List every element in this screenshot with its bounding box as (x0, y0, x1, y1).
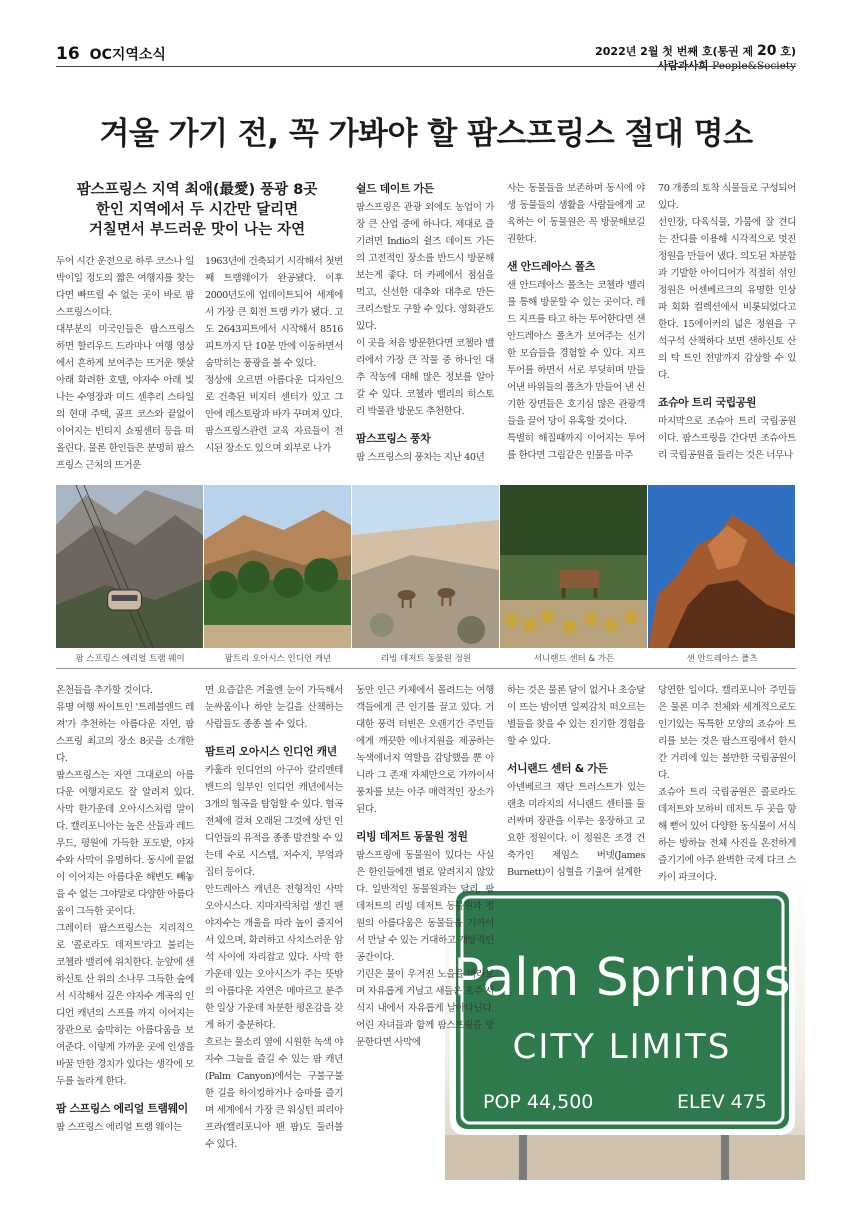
sign-elevation: ELEV 475 (677, 1091, 767, 1113)
subdeck: 팜스프링스 지역 최애(最愛) 풍광 8곳 한인 지역에서 두 시간만 달리면 거칠면서 부드러운 맛이 나는 자연 (76, 182, 318, 238)
article-column-1-bottom: 온천들을 추가할 것이다. 유명 여행 싸이트인 '트레블앤드 레져'가 추천하는 아름다운 자연, 팜스프링 최고의 장소 8곳을 소개한다. 팜스프링스는 자연 그대로의 아름다운 여행지로도 잘 알려져 있다. 사막 한가운데 오아시스처럼 말이다. 캘리포니아는 높은 산들과 레드우드, 평원에 가득한 포도밭, 야자수와 사막이 유명하다. 동시에 끝없이 이어지는 아름다운 해변도 빼놓을 수 없는 그야말로 다양한 아름다움이 그득한 곳이다. 그레이터 팜스프링스는 지리적으로 '콜로라도 데저트'라고 불리는 코첼라 밸리에 위치한다. 눈앞에 샌하신토 산 위의 소나무 그득한 숲에서 시작해서 깊은 야자수 계곡의 인디언 캐년의 스프를 까지 이어지는 장관으로 숨막히는 아름다움을 보여준다. 이렇게 가까운 곳에 인생을 바꿀 만한 경치가 있다는 생각에 모두를 놀라게 한다. 팜 스프링스 에리얼 트램웨이 팜 스프링스 에리얼 트램 웨이는 (56, 685, 194, 1133)
article-column-5-bottom: 당연한 일이다. 캘리포니아 주민들은 물론 미주 전체와 세계적으로도 인기있는 독특한 모양의 죠슈아 트리를 보는 것은 팜스프링에서 한시간 거리에 있는 볼만한 국립공원이다. 죠슈아 트리 국립공원은 콜로라도 데저트와 모하비 데저트 두 곳을 향해 뻗어 있어 다양한 동식물이 서식하는 방하늘 전체 사진을 온전하게 즐기기에 아주 완벽한 국제 다크 스카이 파크이다. (658, 685, 796, 883)
article-column-2-top: 1963년에 건축되기 시작해서 첫번째 트램웨이가 완공됐다. 이후 2000년도에 업데이트되어 세계에서 가장 큰 회전 트램 카가 됐다. 고도 2643피트에서 시작해서 8516피트까지 단 10분 만에 이동하면서 숨막히는 풍광을 볼 수 있다. 정상에 오르면 아름다운 디자인으로 건축된 비지터 센터가 있고 그 안에 레스토랑과 바가 꾸며져 있다. 팜스프링스관련 교육 자료들이 전시된 장소도 있으며 외부로 나가 (205, 256, 343, 454)
issue-info: 2022년 2월 첫 번째 호(통권 제 20 호) (595, 43, 796, 59)
article-column-4-top: 사는 동물들을 보존하며 동시에 야생 동물들의 생활을 사람들에게 교육하는 이 동물원은 꼭 방문해보길 권한다. 샌 안드레아스 폴츠 샌 안드레아스 폴츠는 코첼라 밸리를 통해 방문할 수 있는 곳이다. 레드 지프를 타고 하는 투어한다면 샌 안드레아스 폴츠가 보여주는 신기한 모습들을 경험할 수 있다. 지프 투어를 하면서 서로 부딪히며 만들어낸 바위들의 폴츠가 만들어 낸 신기한 장면들은 호기심 많은 관광객들을 끌어 당이 유혹할 것이다. 특별히 해질때까지 이어지는 투어를 한다면 그림같은 인물을 마주 (507, 183, 645, 461)
article-column-1-top: 두어 시간 운전으로 하루 코스나 일박이일 정도의 짧은 여행지를 찾는다면 빠뜨릴 수 없는 곳이 바로 팜스프링스이다. 대부분의 미국인들은 팜스프링스하면 할리우드 드라마나 여행 영상에서 흔하게 보여주는 뜨거운 햇살 아래 화려한 호텔, 야자수 아래 빛나는 수영장과 미드 센추리 스타일의 현대 주택, 골프 코스와 끝없이 이어지는 빈티지 쇼핑센터 등을 떠올린다. 물론 한인들은 분명히 팜스프링스 근처의 뜨거운 (56, 256, 194, 471)
photo-caption: 리빙 데저트 동물원 정원 (380, 654, 472, 664)
tramway-photo (56, 485, 204, 648)
page-headline: 겨울 가기 전, 꼭 가봐야 할 팜스프링스 절대 명소 (99, 116, 753, 152)
article-column-3-top: 쉴드 데이트 가든 팜스프링은 관광 외에도 농업이 가장 큰 산업 중에 하나다. 제대로 즐기려면 Indio의 쉴즈 데이트 가든의 고전적인 장소를 반드시 방문해 보는게 좋다. 더 카페에서 점심을 먹고, 신선한 대추와 대추로 만든 크리스탈도 구할 수 있다. 영화관도 있다. 이 곳을 처음 방문한다면 코첼라 밸리에서 가장 큰 작물 중 하나인 대추 작농에 대해 많은 정보를 알아 갈 수 있다. 코첼라 밸리의 히스토리 박물관 방문도 추천한다. 팜스프링스 풍차 팜 스프링스의 풍차는 지난 40년 (356, 182, 494, 463)
photo-caption: 팜트리 오아시스 인디언 캐년 (224, 654, 332, 664)
photo-captions (56, 652, 796, 664)
page-header-right (595, 44, 796, 74)
photo-caption: 서니랜드 센터 & 가든 (533, 654, 615, 664)
caption-rule (56, 668, 796, 669)
sunnylands-garden-photo (500, 485, 648, 648)
article-column-4-bottom: 하는 것은 물론 달이 없거나 초승달이 뜨는 밤이면 일찌감치 떠오르는 별들을 찾을 수 있는 진기한 경험을 할 수 있다. 서니랜드 센터 & 가든 아넨베르크 재단 트러스트가 있는 랜초 미라지의 서니랜드 센터를 둘러싸며 장관을 이루는 웅장하고 고요한 정원이다. 이 정원은 조경 건축가인 제임스 버넷(James Burnett)이 심혈을 기울여 설계한 (507, 685, 645, 878)
sign-population: POP 44,500 (483, 1091, 594, 1113)
article-column-3-bottom: 동안 인근 카체에서 몰려드는 여행객들에게 큰 인기를 끌고 있다. 거대한 풍력 터빈은 오랜기간 주민들에게 깨끗한 에너지원을 제공하는 녹색에너지 역할을 감당했을 뿐 아니라 그 존재 자체만으로 가까이서 풍차를 보는 아주 매력적인 장소가 된다. 리빙 데저트 동물원 정원 팜스프링에 동물원이 있다는 사실은 한인들에겐 별로 알려지지 않았다. 일반적인 동물원과는 달리, 팜 데저트의 리빙 데저트 동물원과 정원의 아름다움은 동물들을 가까이서 만날 수 있는 거대하고 개방적인 공간이다. 기린은 물이 우거진 노을을 바라보며 자유롭게 거닐고 새들은 호주 서식지 내에서 자유롭게 날아다닌다. 어린 자녀들과 함께 팜스프링을 방문한다면 사막에 (356, 685, 494, 1048)
sign-title: Palm Springs (453, 948, 791, 1008)
palm-oasis-photo (204, 485, 352, 648)
san-andreas-fault-photo (648, 485, 796, 648)
article-column-2-bottom: 면 요즘같은 겨울엔 눈이 가득해서 눈싸움이나 하얀 눈길을 산책하는 사람들도 종종 볼 수 있다. 팜트리 오아시스 인디언 캐년 카훌라 인디언의 아구아 칼리엔테 밴드의 일부인 인디언 캐년에서는 3개의 협곡을 탐험할 수 있다. 협곡 전체에 걸쳐 오래된 그것에 상던 인디언들의 유적을 종종 발견할 수 있는데 수로 시스템, 저수지, 부엌과 집터 등이다. 안드레아스 캐년은 전형적인 사막 오아시스다. 지마자락처럼 생긴 팬 야자수는 개울을 따라 높이 줄지어 서 있으며, 화려하고 사치스러운 암석 사이에 자리잡고 있다. 사막 한가운데 있는 오아시스가 주는 뜻밖의 아름다운 자연은 메마르고 분주한 일상 가운데 차분한 평온감을 갖게 하기 충분하다. 흐르는 물소리 옆에 시원한 녹색 야자수 그늘을 즐길 수 있는 팜 캐년(Palm Canyon)에서는 구불구불한 길을 하이킹하거나 승마를 즐기며 세계에서 가장 큰 워싱턴 피리아프라(캘리포니아 팬 팜)도 둘러볼 수 있다. (205, 685, 343, 1150)
photo-caption: 팜 스프링스 에리얼 트램 웨이 (75, 654, 185, 664)
section-name: OC지역소식 (89, 47, 166, 63)
page-header-left (56, 44, 166, 64)
article-column-5-top: 70 개종의 토착 식물들로 구성되어 있다. 선인장, 다육식물, 가뭄에 잘 견디는 잔디를 이용해 시각적으로 멋진 정원을 만들어 냈다. 의도된 차분함과 기발한 아이디어가 적절히 섞인 정원은 어센베르크의 유명한 인상파 회화 컬렉션에서 비롯되었다고 한다. 15에이커의 넓은 정원을 구석구석 산책하다 보면 샌하신토 산의 탁 트인 전망까지 감상할 수 있다. 죠슈아 트리 국립공원 마지막으로 조슈아 트리 국립공원이다. 팜스프링을 간다면 조슈아트리 국립공원을 들리는 것은 너무나 (658, 183, 796, 461)
publisher-name: 사람과사회 People&Society (657, 60, 796, 72)
photo-strip (56, 485, 796, 648)
page-number: 16 (56, 44, 80, 64)
header-rule (56, 66, 796, 67)
living-desert-photo (352, 485, 500, 648)
photo-caption: 샌 안드레아스 폴츠 (686, 654, 758, 664)
city-limits-sign-photo (445, 880, 805, 1180)
sign-subtitle: CITY LIMITS (512, 1027, 732, 1067)
